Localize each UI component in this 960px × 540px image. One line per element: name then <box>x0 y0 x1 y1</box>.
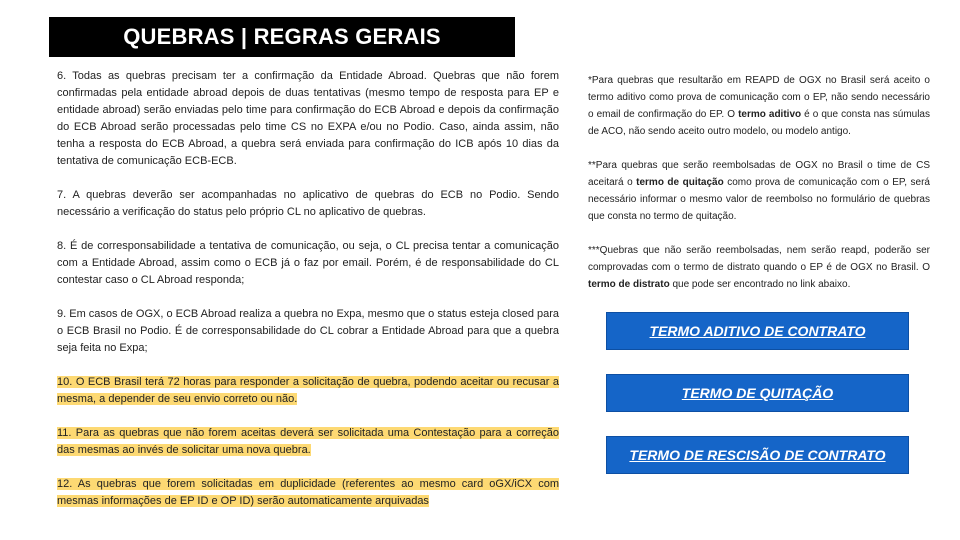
rule-text: As quebras que forem solicitadas em duplicidade (referentes ao mesmo card oGX/iCX com mesmas informações de EP ID e OP ID) serão automaticamente arquivadas <box>57 478 559 507</box>
termo-quitacao-button[interactable] <box>606 374 909 412</box>
highlighted-rule <box>57 478 559 507</box>
button-label: TERMO ADITIVO DE CONTRATO <box>649 323 866 339</box>
rule-number: 6. <box>57 70 67 82</box>
rule-number: 12. <box>57 478 73 490</box>
button-label: TERMO DE RESCISÃO DE CONTRATO <box>629 447 886 463</box>
rule-text: Para as quebras que não forem aceitas deverá ser solicitada uma Contestação para a correção das mesmas ao invés de solicitar uma nova quebra. <box>57 427 559 456</box>
note-bold: termo de quitação <box>636 177 724 188</box>
note-text: como prova de comunicação com o EP, será necessário informar o mesmo valor de reembolso no formulário de quebras que consta no termo de quitação. <box>588 177 930 222</box>
note-text: que pode ser encontrado no link abaixo. <box>669 279 851 290</box>
note-distrato <box>588 242 930 293</box>
rule-number: 7. <box>57 189 67 201</box>
rule-number: 9. <box>57 308 67 320</box>
rule-12 <box>57 476 559 510</box>
termo-rescisao-button[interactable] <box>606 436 909 474</box>
note-bold: termo de distrato <box>588 279 670 290</box>
page-title-text: QUEBRAS | REGRAS GERAIS <box>123 24 441 49</box>
rule-text: A quebras deverão ser acompanhadas no aplicativo de quebras do ECB no Podio. Sendo necessário a verificação do status pelo próprio CL no aplicativo de quebras. <box>57 189 559 218</box>
rule-number: 8. <box>57 240 67 252</box>
note-text: é o que consta nas súmulas de ACO, não sendo aceito outro modelo, ou modelo antigo. <box>588 109 930 137</box>
highlighted-rule <box>57 376 559 405</box>
rule-text: Todas as quebras precisam ter a confirmação da Entidade Abroad. Quebras que não forem confirmadas pela entidade abroad depois de duas tentativas (mesmo tempo de resposta para EP e entidade abroad) serão enviadas pelo time para confirmação do ECB Abroad e depois da confirmação do ECB Abroad serão processadas pelo time CS no EXPA e/ou no Podio. Caso, ainda assim, não tenha a resposta do ECB Abroad, a quebra será enviada para confirmação do ICB após 10 dias da tentativa de comunicação ECB-ECB. <box>57 70 559 167</box>
rule-text: Em casos de OGX, o ECB Abroad realiza a quebra no Expa, mesmo que o status esteja closed para o ECB Brasil no Podio. É de corresponsabilidade do CL cobrar a Entidade Abroad para que a quebra seja feita no Expa; <box>57 308 560 354</box>
rule-11 <box>57 425 559 459</box>
button-label: TERMO DE QUITAÇÃO <box>681 385 834 401</box>
rule-8 <box>57 238 559 289</box>
rule-9 <box>57 306 559 357</box>
note-text: **Para quebras que serão reembolsadas de OGX no Brasil o time de CS aceitará o <box>588 160 930 188</box>
note-aditivo <box>588 72 930 140</box>
rule-6 <box>57 68 559 170</box>
termo-aditivo-button[interactable] <box>606 312 909 350</box>
rule-7 <box>57 187 559 221</box>
rule-number: 11. <box>57 427 72 439</box>
note-text: *Para quebras que resultarão em REAPD de OGX no Brasil será aceito o termo aditivo como prova de comunicação com o EP, não sendo necessário o email de confirmação do EP. O <box>588 75 930 120</box>
page-title <box>49 17 515 57</box>
rule-text: É de corresponsabilidade a tentativa de comunicação, ou seja, o CL precisa tentar a comunicação com a Entidade Abroad, assim como o ECB já o faz por email. Porém, é de responsabilidade do CL contestar caso o CL Abroad responda; <box>57 240 559 286</box>
note-bold: termo aditivo <box>738 109 802 120</box>
rules-list <box>57 68 559 527</box>
highlighted-rule <box>57 427 559 456</box>
rule-number: 10. <box>57 376 73 388</box>
rule-10 <box>57 374 559 408</box>
note-text: ***Quebras que não serão reembolsadas, nem serão reapd, poderão ser comprovadas com o termo de distrato quando o EP é de OGX no Brasil. O <box>588 245 930 273</box>
notes-panel <box>588 72 930 310</box>
note-quitacao <box>588 157 930 225</box>
rule-text: O ECB Brasil terá 72 horas para responder a solicitação de quebra, podendo aceitar ou recusar a mesma, a depender de seu envio correto ou não. <box>57 376 559 405</box>
